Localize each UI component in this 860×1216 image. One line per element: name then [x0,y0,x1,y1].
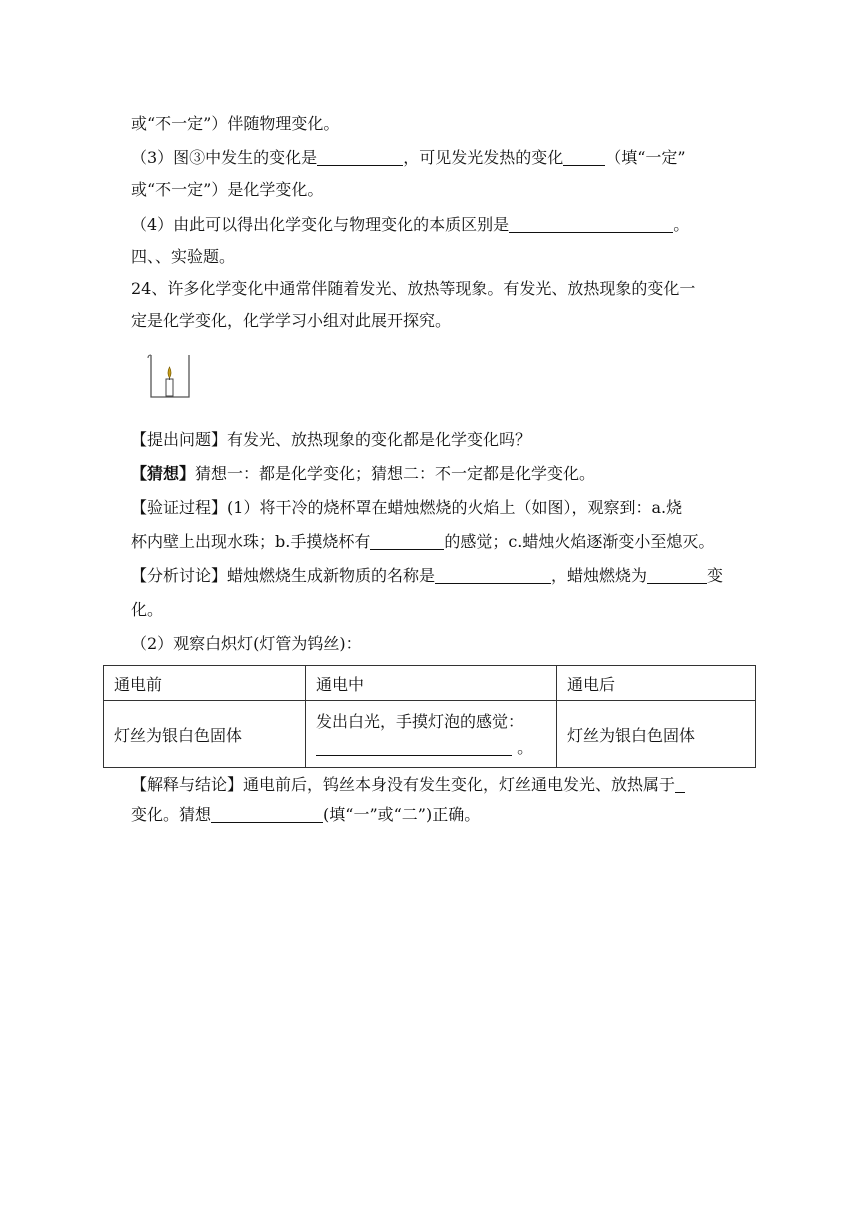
text: 有发光、放热现象的变化都是化学变化吗？ [227,430,532,449]
text: 化。 [131,600,164,619]
text: 杯内壁上出现水珠；b.手摸烧杯有 [131,532,371,551]
text: (1）将干冷的烧杯罩在蜡烛燃烧的火焰上（如图），观察到：a.烧 [227,498,683,517]
text: ，可见发光发热的变化 [403,148,564,167]
cell-during-blank-line [316,735,546,761]
text: 的感觉；c.蜡烛火焰逐渐变小至熄灭。 [444,532,715,551]
question-24-line-2 [131,311,451,331]
section-heading [131,247,235,267]
text: （填“一定” [605,148,686,167]
cell-during [306,701,557,768]
text: 蜡烛燃烧生成新物质的名称是 [227,566,436,585]
answer-blank[interactable] [563,149,605,166]
analysis-line-2 [131,600,163,620]
question-3-line-1 [131,148,686,168]
answer-blank[interactable] [316,739,512,756]
line-1 [131,114,339,134]
text: 【提出问题】 [131,430,228,449]
explain-line-1 [131,775,685,795]
answer-blank[interactable] [509,216,673,233]
ask-question-line [131,430,531,450]
table-header-row [104,666,756,701]
verify-line-2 [131,532,714,552]
answer-blank[interactable] [370,533,444,550]
guess-line [131,464,595,484]
text: （2）观察白炽灯(灯管为钨丝)： [131,634,362,653]
answer-blank[interactable] [647,567,707,584]
text: 【验证过程】 [131,498,228,517]
text: 或“不一定”）伴随物理变化。 [131,114,340,133]
text: 或“不一定”）是化学变化。 [131,180,324,199]
text: （4）由此可以得出化学变化与物理变化的本质区别是 [131,215,510,234]
table-row [104,701,756,768]
text: 24、许多化学变化中通常伴随着发光、放热等现象。有发光、放热现象的变化一 [131,279,696,298]
text: 。 [517,738,534,757]
text: 通电前后，钨丝本身没有发生变化，灯丝通电发光、放热属于 [243,775,676,794]
question-24-line-1 [131,279,695,299]
answer-blank[interactable] [435,567,551,584]
text: 定是化学变化，化学学习小组对此展开探究。 [131,311,452,330]
verify-line-1 [131,498,682,518]
answer-blank[interactable] [675,776,685,793]
header-before: 通电前 [104,666,306,701]
text: (填“一”或“二”)正确。 [323,805,481,824]
question-3-line-2 [131,180,323,200]
cell-during-text: 发出白光，手摸灯泡的感觉： [316,712,525,731]
answer-blank[interactable] [211,806,323,823]
text: 【猜想】 [131,464,196,483]
observe-line [131,634,362,654]
header-during: 通电中 [306,666,557,701]
answer-blank[interactable] [317,149,403,166]
text: （3）图③中发生的变化是 [131,148,318,167]
cell-before: 灯丝为银白色固体 [104,701,306,768]
beaker-over-candle-icon [147,353,193,399]
text: 变化。猜想 [131,805,212,824]
text: 四、、实验题。 [131,247,236,266]
observation-table [103,665,756,768]
header-after: 通电后 [557,666,756,701]
cell-after: 灯丝为银白色固体 [557,701,756,768]
text: 【分析讨论】 [131,566,228,585]
text: ，蜡烛燃烧为 [551,566,648,585]
text: 。 [673,215,690,234]
text: 猜想一：都是化学变化；猜想二：不一定都是化学变化。 [195,464,596,483]
text: 【解释与结论】 [131,775,244,794]
question-4 [131,215,689,235]
analysis-line-1 [131,566,723,586]
text: 变 [707,566,724,585]
explain-line-2 [131,805,480,825]
